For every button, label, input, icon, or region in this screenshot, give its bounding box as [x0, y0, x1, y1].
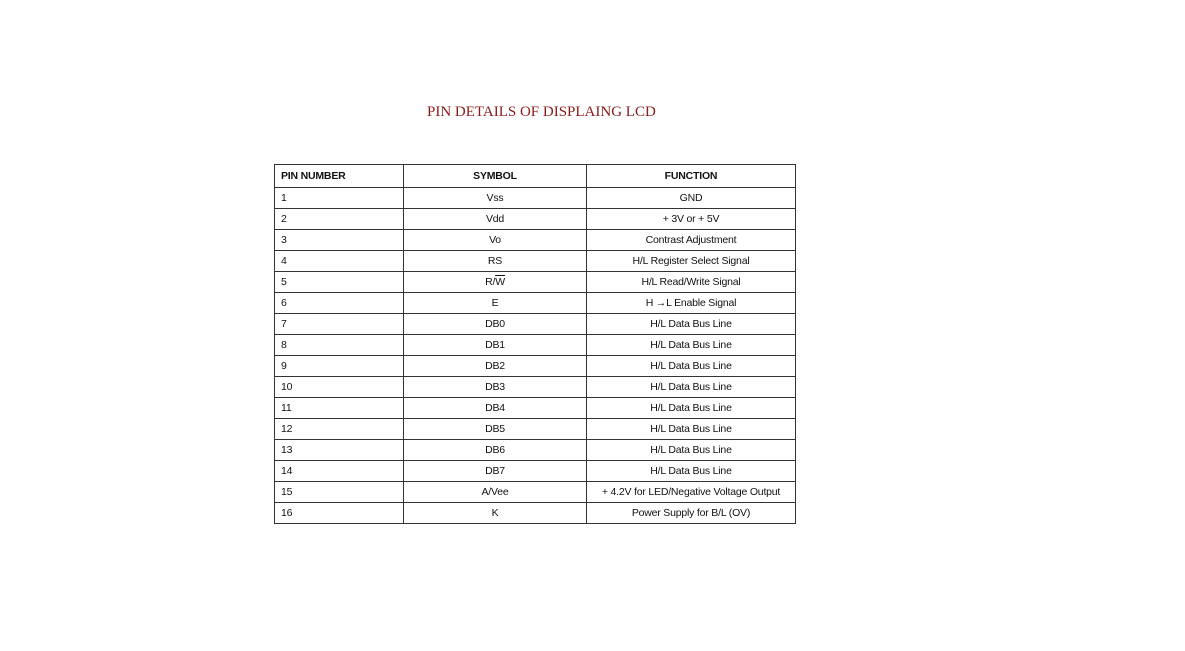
table-row — [275, 398, 796, 419]
symbol-overline-text: $\overline{W}$ — [495, 276, 505, 288]
table-row — [275, 461, 796, 482]
pin-number-cell: 1 — [275, 188, 404, 209]
symbol-cell: DB1 — [404, 335, 587, 356]
symbol-cell: A/Vee — [404, 482, 587, 503]
pin-number-cell: 5 — [275, 272, 404, 293]
function-cell: H/L Register Select Signal — [587, 251, 796, 272]
symbol-cell: E — [404, 293, 587, 314]
table-header-row — [275, 165, 796, 188]
pin-number-cell: 6 — [275, 293, 404, 314]
pin-number-cell: 15 — [275, 482, 404, 503]
pin-number-cell: 3 — [275, 230, 404, 251]
symbol-cell: Vo — [404, 230, 587, 251]
table-row — [275, 314, 796, 335]
pin-details-table — [274, 164, 796, 524]
function-cell: + 4.2V for LED/Negative Voltage Output — [587, 482, 796, 503]
function-cell: GND — [587, 188, 796, 209]
pin-number-cell: 13 — [275, 440, 404, 461]
table-row — [275, 377, 796, 398]
table-row — [275, 230, 796, 251]
pin-number-cell: 14 — [275, 461, 404, 482]
symbol-cell: Vdd — [404, 209, 587, 230]
symbol-cell: DB3 — [404, 377, 587, 398]
table-row — [275, 293, 796, 314]
table-row — [275, 482, 796, 503]
pin-number-cell: 16 — [275, 503, 404, 524]
function-cell: H/L Data Bus Line — [587, 335, 796, 356]
pin-number-cell: 7 — [275, 314, 404, 335]
function-cell: Power Supply for B/L (OV) — [587, 503, 796, 524]
function-cell: H/L Data Bus Line — [587, 356, 796, 377]
symbol-cell: K — [404, 503, 587, 524]
function-cell: Contrast Adjustment — [587, 230, 796, 251]
table-row — [275, 419, 796, 440]
symbol-cell — [404, 272, 587, 293]
function-cell: H/L Data Bus Line — [587, 398, 796, 419]
symbol-cell: DB0 — [404, 314, 587, 335]
function-cell: H/L Data Bus Line — [587, 461, 796, 482]
symbol-text: R/ — [485, 276, 496, 288]
symbol-cell: DB2 — [404, 356, 587, 377]
pin-number-cell: 4 — [275, 251, 404, 272]
symbol-cell: RS — [404, 251, 587, 272]
pin-number-cell: 8 — [275, 335, 404, 356]
symbol-cell: DB7 — [404, 461, 587, 482]
page-title: PIN DETAILS OF DISPLAING LCD — [427, 104, 656, 120]
function-cell: H/L Data Bus Line — [587, 419, 796, 440]
symbol-cell: DB5 — [404, 419, 587, 440]
symbol-cell: DB4 — [404, 398, 587, 419]
header-function: FUNCTION — [587, 165, 796, 188]
table-row — [275, 251, 796, 272]
function-cell: H/L Data Bus Line — [587, 440, 796, 461]
symbol-cell: Vss — [404, 188, 587, 209]
pin-number-cell: 12 — [275, 419, 404, 440]
function-cell: H →L Enable Signal — [587, 293, 796, 314]
table-row — [275, 335, 796, 356]
function-cell: + 3V or + 5V — [587, 209, 796, 230]
table-row — [275, 440, 796, 461]
header-pin-number: PIN NUMBER — [275, 165, 404, 188]
table-row — [275, 209, 796, 230]
symbol-cell: DB6 — [404, 440, 587, 461]
pin-number-cell: 11 — [275, 398, 404, 419]
table-row — [275, 356, 796, 377]
table-row — [275, 503, 796, 524]
pin-number-cell: 9 — [275, 356, 404, 377]
header-symbol: SYMBOL — [404, 165, 587, 188]
table-row — [275, 188, 796, 209]
function-cell: H/L Read/Write Signal — [587, 272, 796, 293]
pin-number-cell: 2 — [275, 209, 404, 230]
function-cell: H/L Data Bus Line — [587, 377, 796, 398]
function-cell: H/L Data Bus Line — [587, 314, 796, 335]
pin-number-cell: 10 — [275, 377, 404, 398]
table-row — [275, 272, 796, 293]
